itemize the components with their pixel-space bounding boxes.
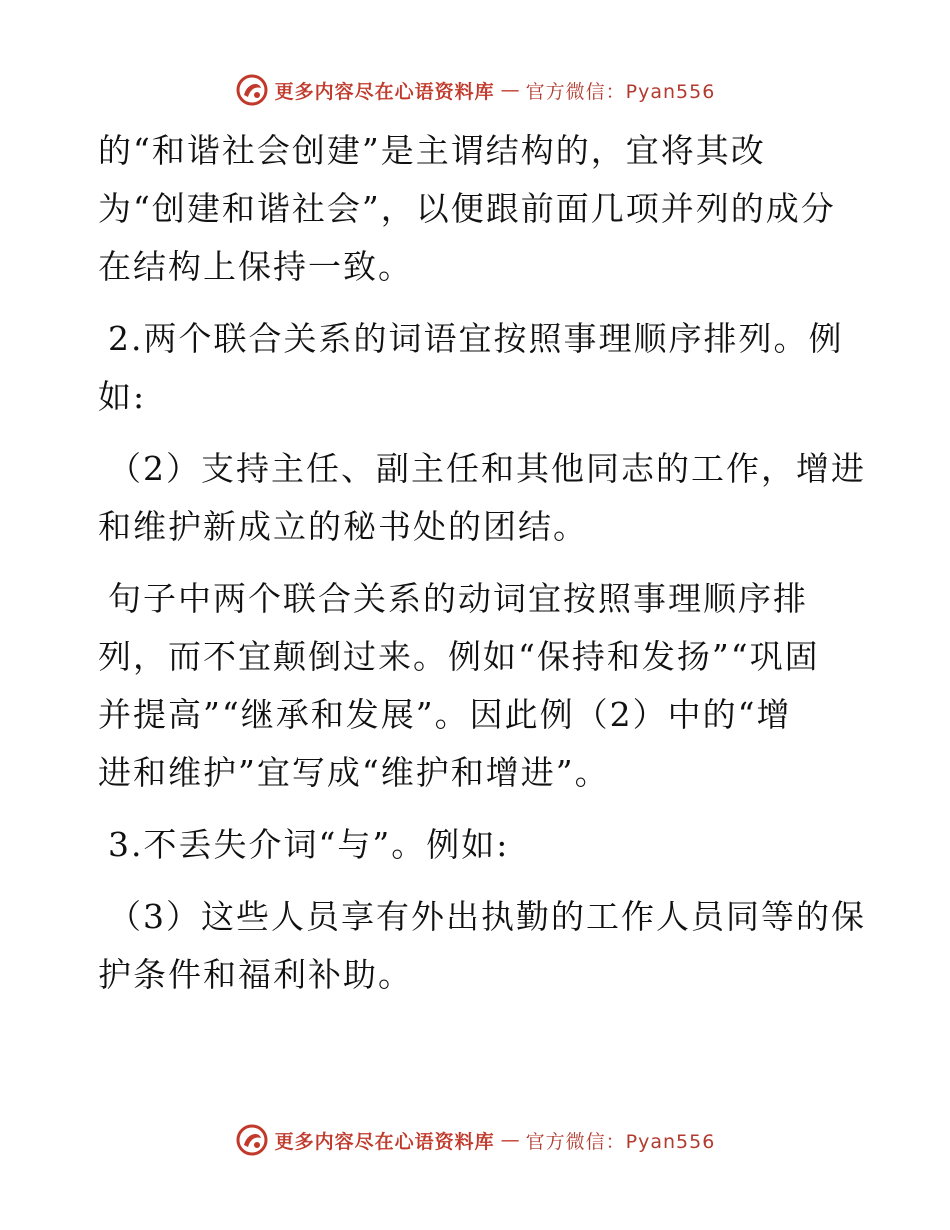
header-watermark [0,70,950,110]
text-line: 进和维护”宜写成“维护和增进”。 [98,753,610,792]
swirl-logo-icon [235,73,269,107]
paragraph-5 [98,816,858,874]
text-line: （3）这些人员享有外出执勤的工作人员同等的保 [108,897,866,936]
text-line: 3.不丢失介词“与”。例如: [108,825,510,864]
text-line: （2）支持主任、副主任和其他同志的工作，增进 [108,449,866,488]
swirl-logo-icon [235,1123,269,1157]
document-body [98,122,866,1004]
paragraph-3 [98,440,866,556]
header-dash: — [500,79,520,101]
text-line: 和维护新成立的秘书处的团结。 [98,507,588,546]
text-line: 为“创建和谐社会”，以便跟前面几项并列的成分 [98,189,836,228]
text-line: 并提高”“继承和发展”。因此例（2）中的“增 [98,695,792,734]
footer-brand-text: 更多内容尽在心语资料库 [274,1130,495,1153]
header-wechat-text: 官方微信：Pyan556 [525,80,716,103]
paragraph-2 [98,310,858,426]
text-line: 如: [98,377,147,416]
header-brand-text: 更多内容尽在心语资料库 [274,80,495,103]
footer-watermark [0,1120,950,1160]
paragraph-6 [98,888,866,1004]
text-line: 在结构上保持一致。 [98,247,413,286]
text-line: 句子中两个联合关系的动词宜按照事理顺序排 [108,579,808,618]
text-line: 列，而不宜颠倒过来。例如“保持和发扬”“巩固 [98,637,820,676]
paragraph-1 [98,122,858,296]
text-line: 护条件和福利补助。 [98,955,413,994]
text-line: 2.两个联合关系的词语宜按照事理顺序排列。例 [108,319,844,358]
text-line: 的“和谐社会创建”是主谓结构的，宜将其改 [98,131,766,170]
paragraph-4 [98,570,858,802]
footer-dash: — [500,1129,520,1151]
footer-wechat-text: 官方微信：Pyan556 [525,1130,716,1153]
